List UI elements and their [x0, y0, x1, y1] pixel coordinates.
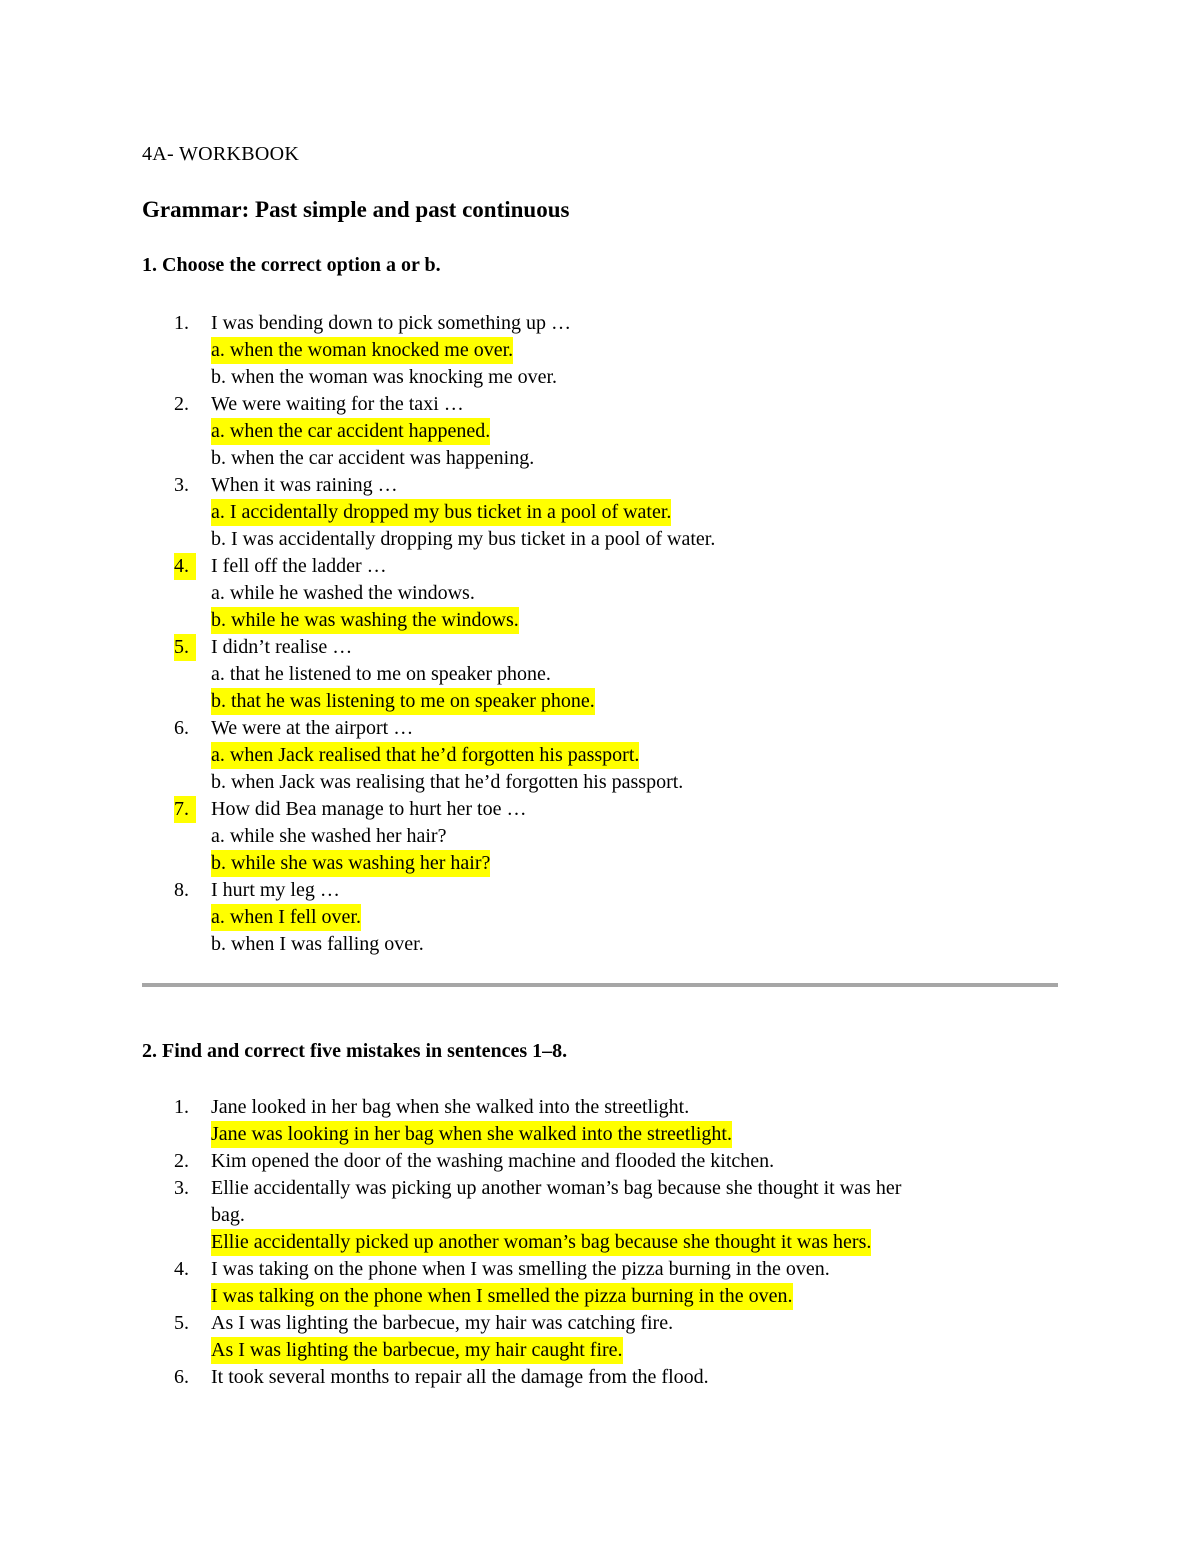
item-text: b. when Jack was realising that he’d forgotten his passport.	[211, 771, 684, 793]
item-number: 1.	[174, 312, 189, 334]
section2-instruction: 2. Find and correct five mistakes in sentences 1–8.	[142, 1040, 568, 1062]
item-text: How did Bea manage to hurt her toe …	[211, 798, 527, 820]
item-text: b. when the woman was knocking me over.	[211, 366, 558, 388]
answer-text: I was talking on the phone when I smelled the pizza burning in the oven.	[211, 1283, 793, 1310]
item-number: 8.	[174, 879, 189, 901]
item-number: 2.	[174, 393, 189, 415]
item-number: 4.	[174, 553, 196, 580]
page-header: 4A- WORKBOOK	[142, 143, 300, 165]
item-number: 7.	[174, 796, 196, 823]
item-text: Jane looked in her bag when she walked into the streetlight.	[211, 1096, 690, 1118]
item-number: 6.	[174, 717, 189, 739]
item-number: 1.	[174, 1096, 189, 1118]
item-text: We were waiting for the taxi …	[211, 393, 464, 415]
item-number: 6.	[174, 1366, 189, 1388]
item-text: I was bending down to pick something up …	[211, 312, 571, 334]
answer-text: a. when Jack realised that he’d forgotten his passport.	[211, 742, 639, 769]
item-text: As I was lighting the barbecue, my hair was catching fire.	[211, 1312, 674, 1334]
answer-text: a. when I fell over.	[211, 904, 361, 931]
item-text: I was taking on the phone when I was smelling the pizza burning in the oven.	[211, 1258, 830, 1280]
item-text: Kim opened the door of the washing machine and flooded the kitchen.	[211, 1150, 775, 1172]
item-text: a. while he washed the windows.	[211, 582, 475, 604]
answer-text: b. that he was listening to me on speaker phone.	[211, 688, 595, 715]
page-title: Grammar: Past simple and past continuous	[142, 197, 570, 222]
item-text: I fell off the ladder …	[211, 555, 387, 577]
item-text: b. when I was falling over.	[211, 933, 424, 955]
item-text: We were at the airport …	[211, 717, 414, 739]
item-text: a. that he listened to me on speaker phone.	[211, 663, 551, 685]
item-number: 4.	[174, 1258, 189, 1280]
item-text: I didn’t realise …	[211, 636, 353, 658]
answer-text: Ellie accidentally picked up another woman’s bag because she thought it was hers.	[211, 1229, 871, 1256]
section-divider	[142, 983, 1058, 987]
answer-text: a. when the woman knocked me over.	[211, 337, 513, 364]
item-text: a. while she washed her hair?	[211, 825, 447, 847]
item-number: 5.	[174, 1312, 189, 1334]
item-number: 3.	[174, 474, 189, 496]
answer-text: a. I accidentally dropped my bus ticket in a pool of water.	[211, 499, 671, 526]
answer-text: a. when the car accident happened.	[211, 418, 490, 445]
answer-text: Jane was looking in her bag when she walked into the streetlight.	[211, 1121, 732, 1148]
item-number: 5.	[174, 634, 196, 661]
item-text: I hurt my leg …	[211, 879, 340, 901]
answer-text: b. while she was washing her hair?	[211, 850, 490, 877]
answer-text: b. while he was washing the windows.	[211, 607, 519, 634]
item-text: Ellie accidentally was picking up another woman’s bag because she thought it was her	[211, 1177, 902, 1199]
item-number: 3.	[174, 1177, 189, 1199]
item-text: b. when the car accident was happening.	[211, 447, 535, 469]
item-text: When it was raining …	[211, 474, 398, 496]
answer-text: As I was lighting the barbecue, my hair caught fire.	[211, 1337, 623, 1364]
section1-instruction: 1. Choose the correct option a or b.	[142, 254, 441, 276]
item-text: bag.	[211, 1204, 245, 1226]
item-text: It took several months to repair all the damage from the flood.	[211, 1366, 709, 1388]
item-text: b. I was accidentally dropping my bus ticket in a pool of water.	[211, 528, 716, 550]
item-number: 2.	[174, 1150, 189, 1172]
